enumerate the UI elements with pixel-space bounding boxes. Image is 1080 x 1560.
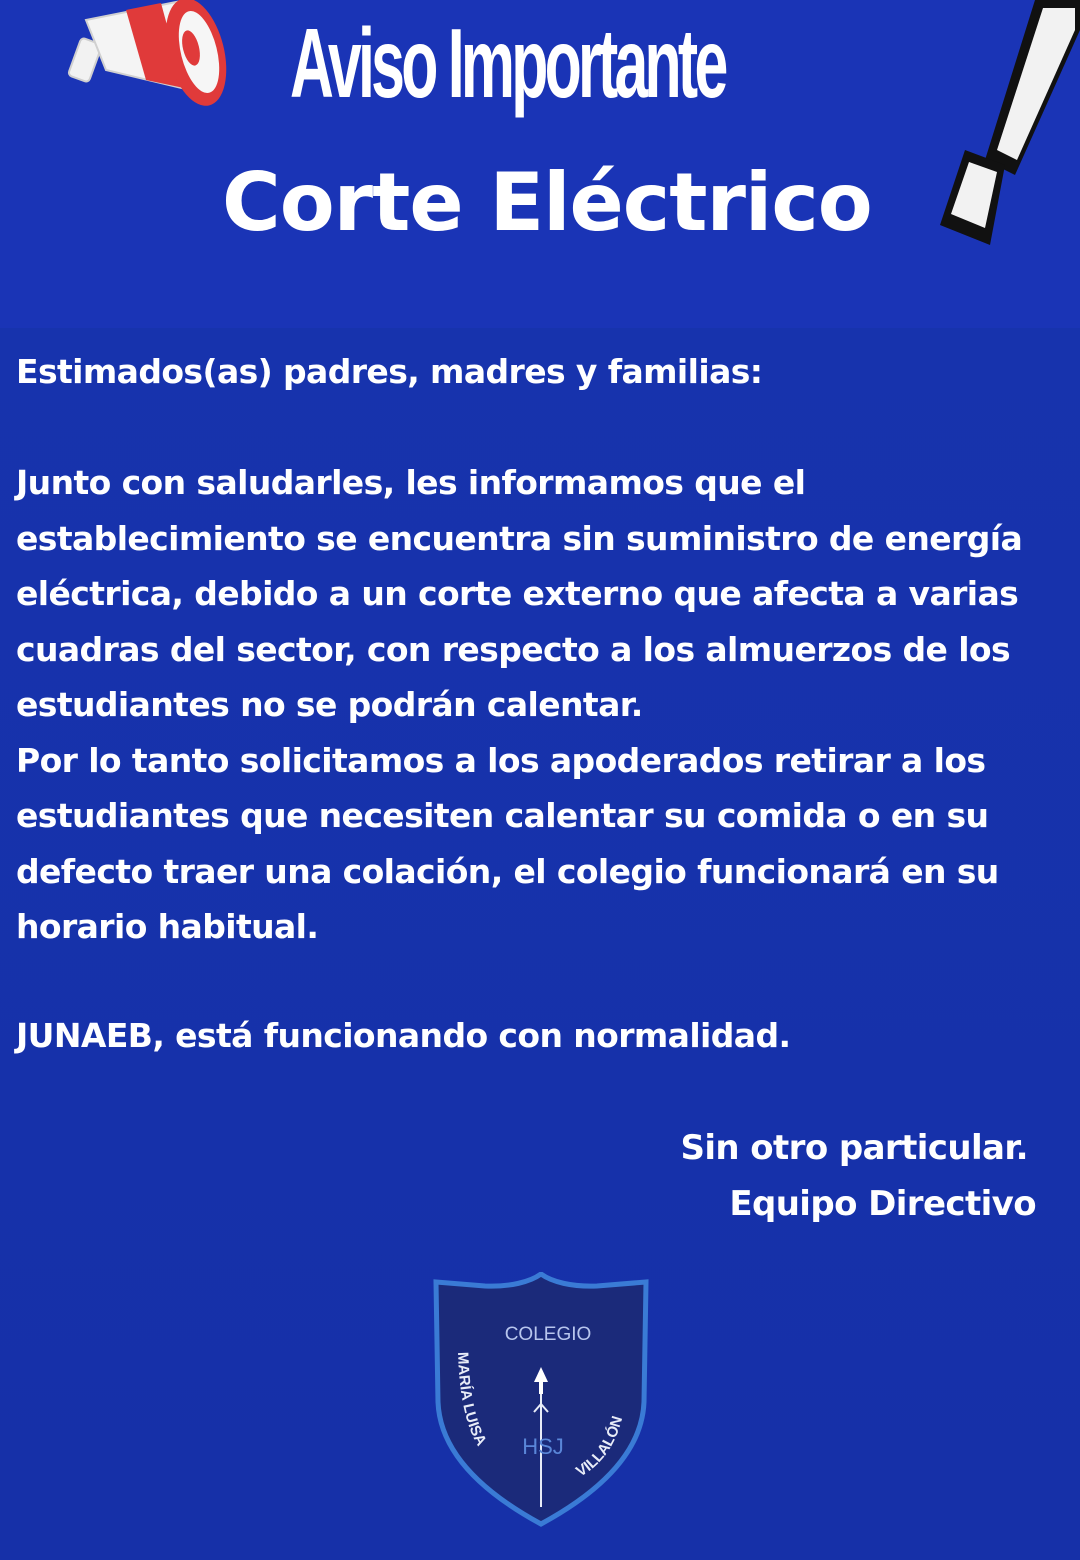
school-crest-logo <box>430 1272 652 1530</box>
paragraph-line: estudiantes no se podrán calentar. <box>16 685 643 724</box>
page-title: Aviso Importante <box>290 8 725 118</box>
letter-closing: Sin otro particular. <box>680 1128 1028 1168</box>
paragraph-line: Junto con saludarles, les informamos que el <box>16 463 806 502</box>
letter-paragraph <box>16 455 1066 955</box>
paragraph-line: Por lo tanto solicitamos a los apoderados retirar a los <box>16 740 986 780</box>
paragraph-line: defecto traer una colación, el colegio funcionará en su <box>16 851 999 891</box>
paragraph-line: eléctrica, debido a un corte externo que afecta a varias <box>16 574 1019 613</box>
crest-right-path: VILLALÓN <box>573 1414 627 1481</box>
paragraph-line: estudiantes que necesiten calentar su comida o en su <box>16 796 989 835</box>
megaphone-icon <box>66 0 236 125</box>
crest-monogram: HSJ <box>522 1434 564 1459</box>
paragraph-line: cuadras del sector, con respecto a los almuerzos de los <box>16 629 1011 669</box>
junaeb-notice: JUNAEB, está funcionando con normalidad. <box>16 1016 791 1055</box>
paragraph-line: establecimiento se encuentra sin suministro de energía <box>16 518 1023 558</box>
crest-top-text: COLEGIO <box>504 1324 592 1345</box>
crest-left-path: MARÍA LUISA <box>453 1351 490 1449</box>
letter-greeting: Estimados(as) padres, madres y familias: <box>16 352 763 391</box>
letter-signature: Equipo Directivo <box>729 1184 1036 1224</box>
paragraph-line: horario habitual. <box>16 907 319 946</box>
exclamation-icon <box>935 0 1080 250</box>
page-subtitle: Corte Eléctrico <box>222 156 872 249</box>
